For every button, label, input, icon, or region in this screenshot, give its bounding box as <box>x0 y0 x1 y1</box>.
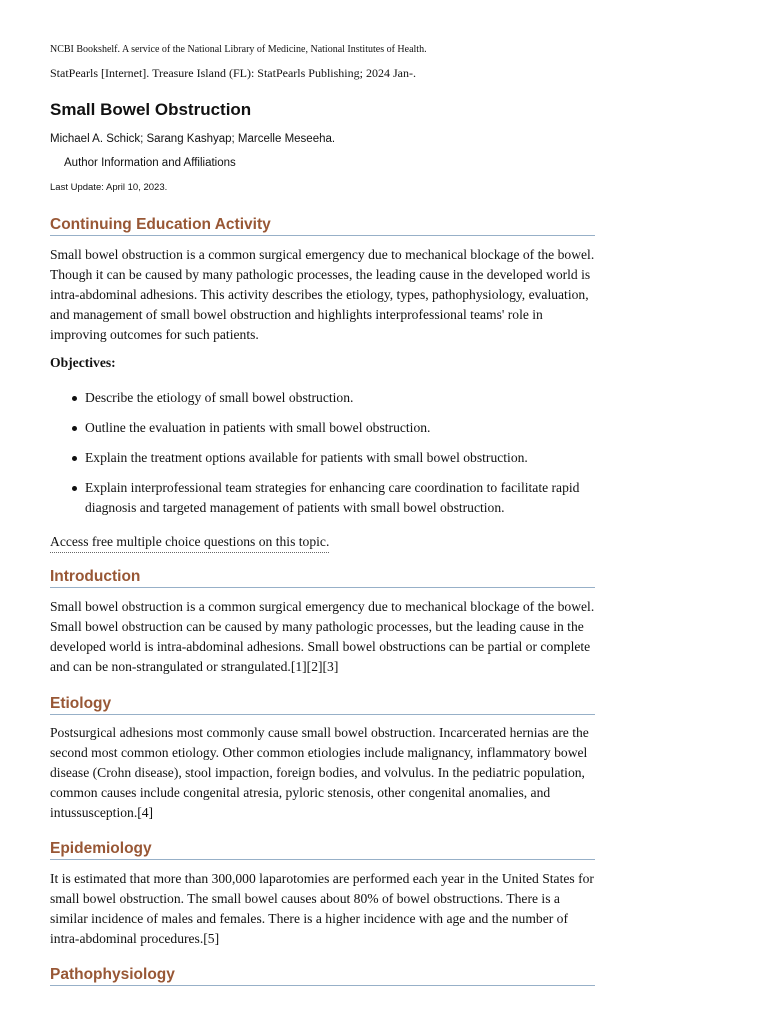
last-update-date: Last Update: April 10, 2023. <box>50 182 168 193</box>
nlm-header-line: NCBI Bookshelf. A service of the National Library of Medicine, National Institutes of Health. <box>50 44 427 55</box>
section-heading-introduction: Introduction <box>50 567 595 588</box>
list-item: Describe the etiology of small bowel obstruction. <box>85 388 595 408</box>
author-list: Michael A. Schick; Sarang Kashyap; Marcelle Meseeha. <box>50 133 336 145</box>
objectives-list <box>50 388 595 528</box>
epidemiology-paragraph: It is estimated that more than 300,000 laparotomies are performed each year in the United States for small bowel obstruction. The small bowel causes about 80% of bowel obstructions. There is a similar incidence of males and females. There is a higher incidence with age and the number of intra-abdominal procedures.[5] <box>50 871 594 946</box>
article-title: Small Bowel Obstruction <box>50 100 252 119</box>
etiology-paragraph: Postsurgical adhesions most commonly cause small bowel obstruction. Incarcerated hernias are the second most common etiology. Other common etiologies include malignancy, inflammatory bowel disease (Crohn disease), stool impaction, foreign bodies, and volvulus. In the pediatric population, common causes include congenital atresia, pyloric stenosis, other congenital anomalies, and intussusception.[4] <box>50 725 589 820</box>
section-heading-pathophysiology: Pathophysiology <box>50 965 595 986</box>
list-item: Explain interprofessional team strategies for enhancing care coordination to facilitate rapid diagnosis and targeted management of patients with small bowel obstruction. <box>85 478 595 518</box>
section-heading-continuing-education: Continuing Education Activity <box>50 215 595 236</box>
book-citation: StatPearls [Internet]. Treasure Island (FL): StatPearls Publishing; 2024 Jan-. <box>50 66 416 80</box>
objectives-label: Objectives: <box>50 355 116 370</box>
introduction-paragraph: Small bowel obstruction is a common surgical emergency due to mechanical blockage of the bowel. Small bowel obstruction can be caused by many pathologic processes, but the leading cause in the developed world is intra-abdominal adhesions. Small bowel obstructions can be partial or complete and can be non-strangulated or strangulated.[1][2][3] <box>50 599 595 674</box>
continuing-education-paragraph: Small bowel obstruction is a common surgical emergency due to mechanical blockage of the bowel. Though it can be caused by many pathologic processes, the leading cause in the developed world is intra-abdominal adhesions. This activity describes the etiology, types, pathophysiology, evaluation, and management of small bowel obstruction and highlights interprofessional teams' role in improving outcomes for such patients. <box>50 247 595 342</box>
author-affiliations-link[interactable]: Author Information and Affiliations <box>64 157 236 169</box>
access-questions-link[interactable]: Access free multiple choice questions on this topic. <box>50 532 329 553</box>
section-heading-epidemiology: Epidemiology <box>50 839 595 860</box>
list-item: Outline the evaluation in patients with small bowel obstruction. <box>85 418 595 438</box>
section-heading-etiology: Etiology <box>50 694 595 715</box>
list-item: Explain the treatment options available for patients with small bowel obstruction. <box>85 448 595 468</box>
